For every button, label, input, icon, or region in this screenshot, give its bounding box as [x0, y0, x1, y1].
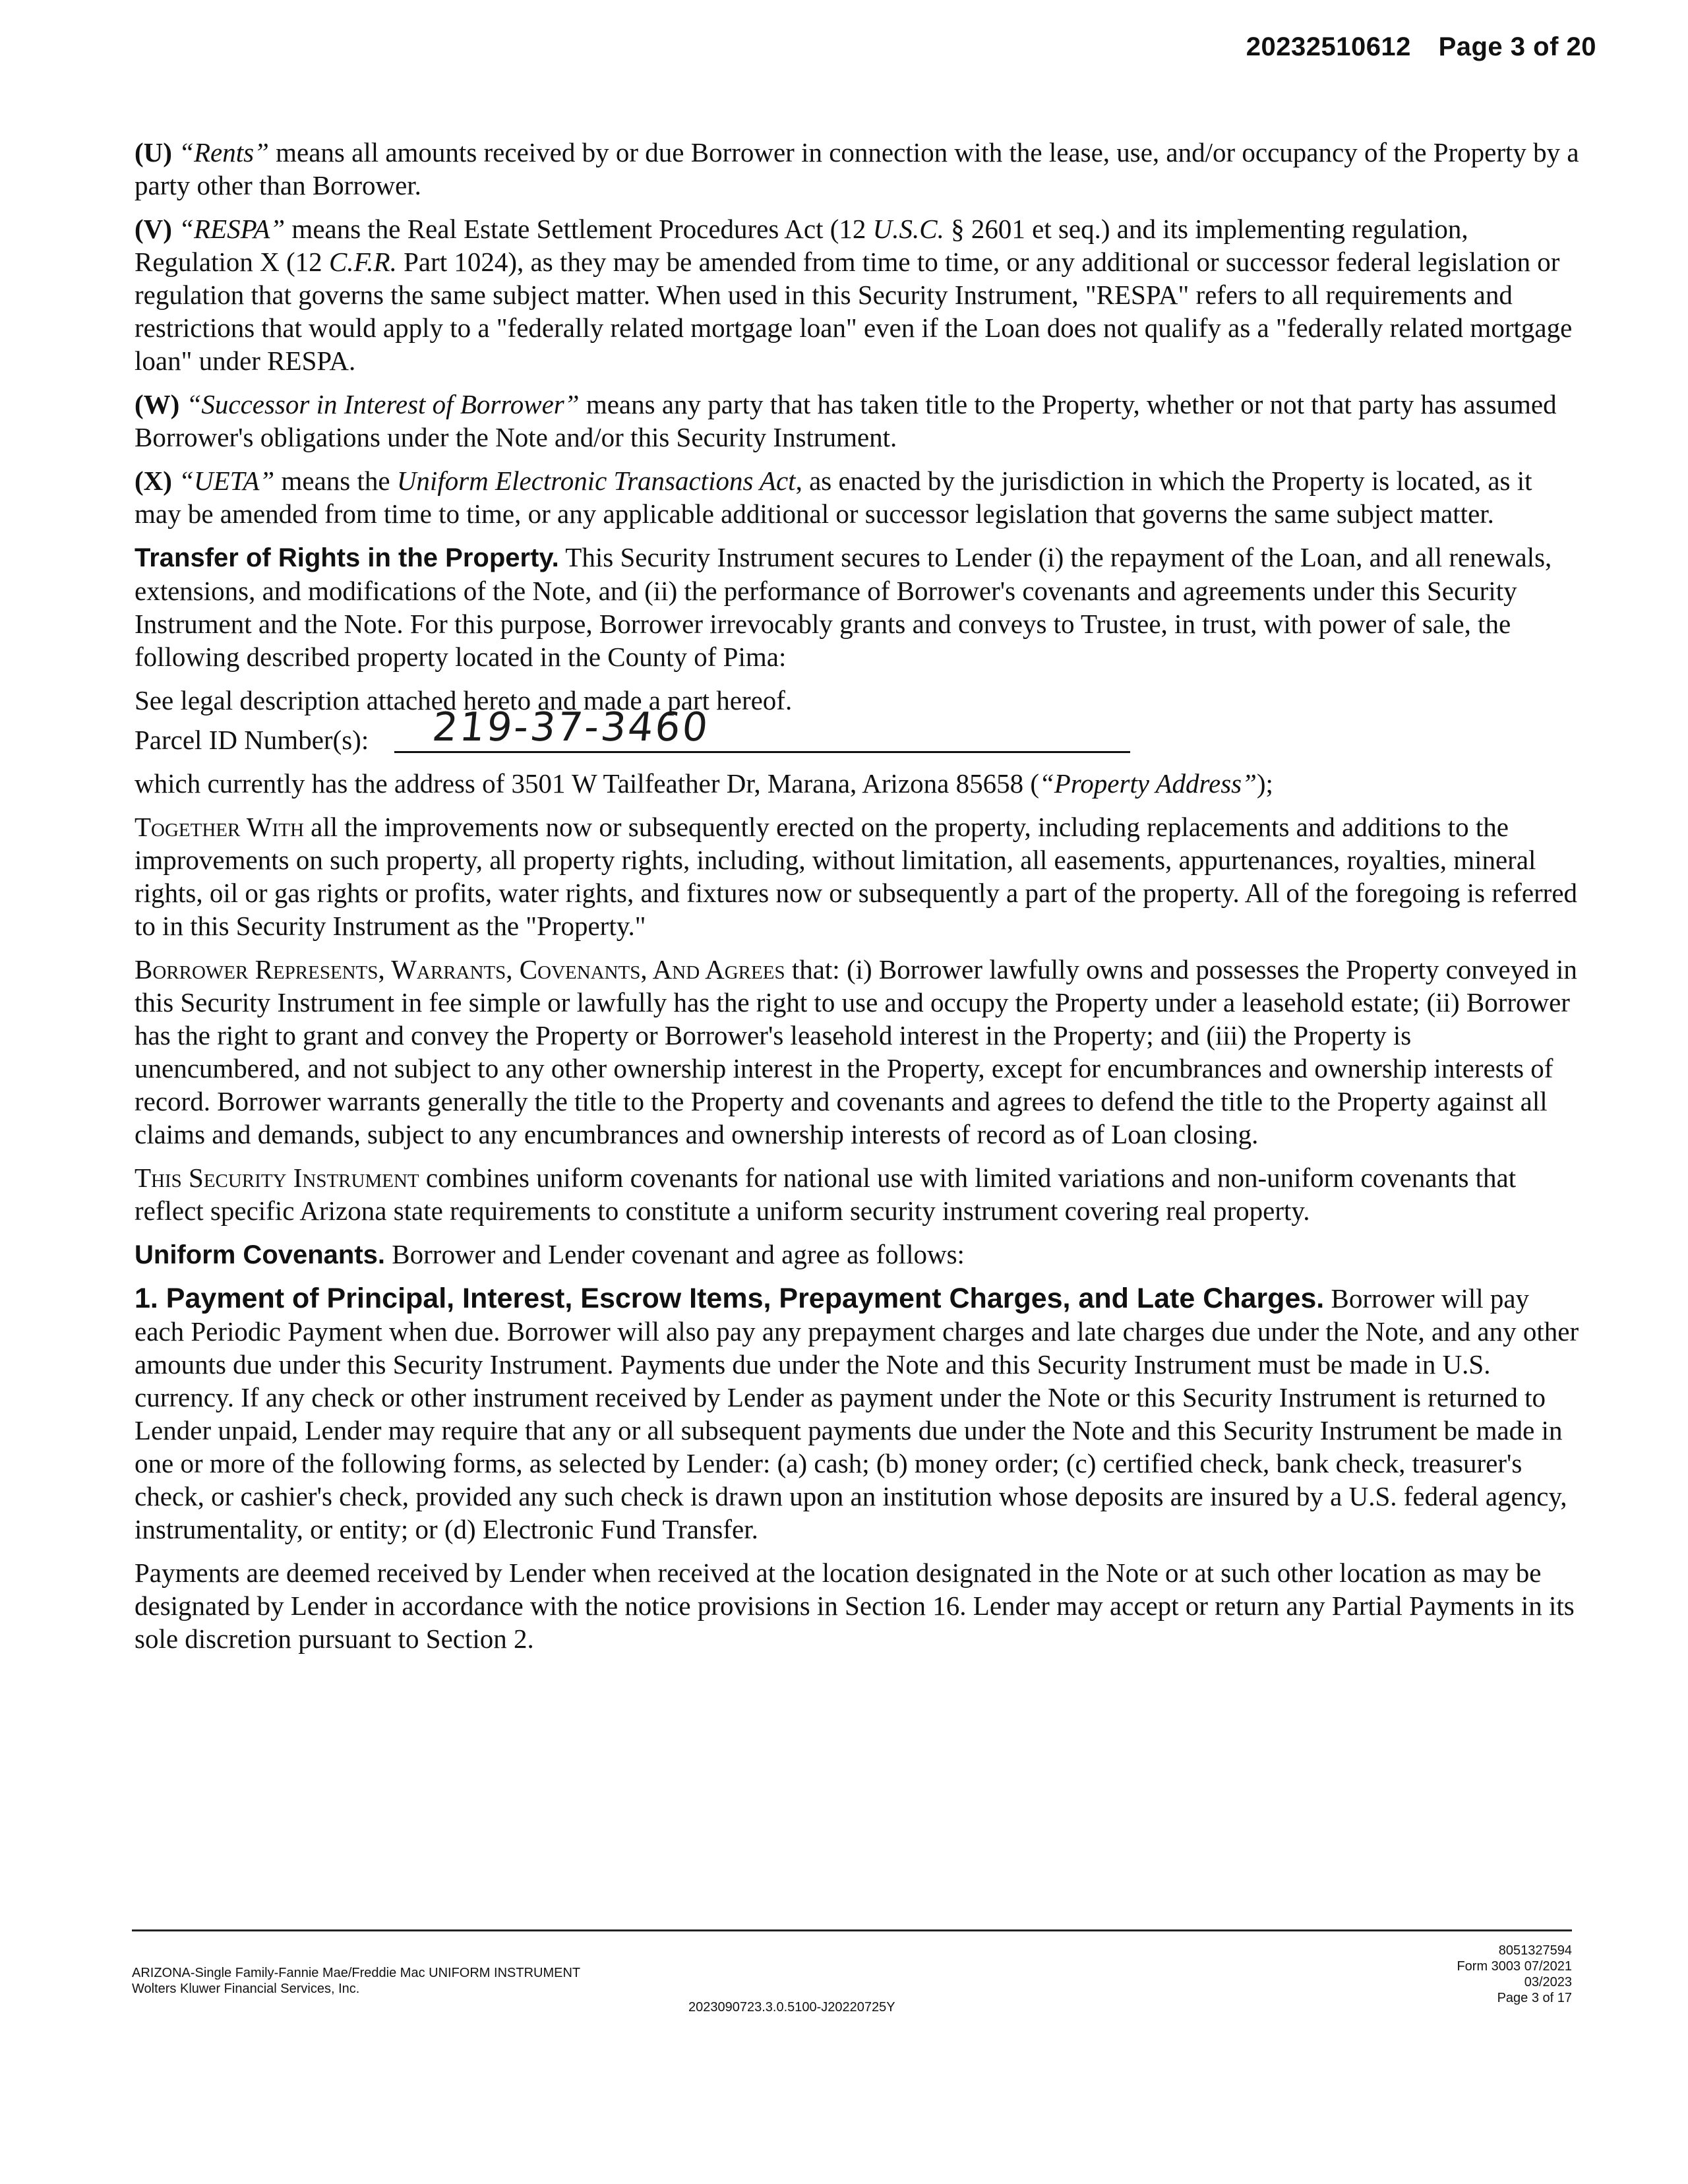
footer-left — [132, 1965, 580, 1997]
footer-form-number: Form 3003 07/2021 — [1457, 1959, 1572, 1974]
section-1-text: Borrower will pay each Periodic Payment when due. Borrower will also pay any prepayment charges and late charges due under the Note, and any other amounts due under this Security Instrument. Payments due under the Note and this Security Instrument must be made in U.S. currency. If any check or other instrument received by Lender as payment under the Note or this Security Instrument is returned to Lender unpaid, Lender may require that any or all subsequent payments due under the Note and this Security Instrument be made in one or more of the following forms, as selected by Lender: (a) cash; (b) money order; (c) certified check, bank check, treasurer's check, or cashier's check, provided any such check is drawn upon an institution whose deposits are insured by a U.S. federal agency, instrumentality, or entity; or (d) Electronic Fund Transfer. — [135, 1283, 1579, 1544]
definition-term: “UETA” — [179, 466, 275, 496]
footer-center — [688, 1999, 895, 2015]
definition-text: means any party that has taken title to the Property, whether or not that party has assumed Borrower's obligations under the Note and/or this Security Instrument. — [135, 389, 1557, 452]
uniform-covenants-text: Borrower and Lender covenant and agree as follows: — [385, 1239, 965, 1269]
uniform-covenants-heading: Uniform Covenants. — [135, 1240, 386, 1269]
definition-ueta — [135, 464, 1582, 530]
definition-text: , as enacted by the jurisdiction in which the Property is located, as it may be amended from time to time, or any applicable additional or successor legislation that governs the same subject matter. — [135, 466, 1532, 529]
footer-divider — [132, 1929, 1572, 1931]
together-with-text: all the improvements now or subsequently erected on the property, including replacements and additions to the improvements on such property, all property rights, including, without limitation, all easements, appurtenances, royalties, mineral rights, oil or gas rights or profits, water rights, and fixtures now or subsequently a part of the property. All of the foregoing is referred to in this Security Instrument as the "Property." — [135, 812, 1578, 941]
definition-text: means the — [274, 466, 397, 496]
definition-text: means all amounts received by or due Borrower in connection with the lease, use, and/or occupancy of the Property by a party other than Borrower. — [135, 137, 1579, 200]
transfer-heading: Transfer of Rights in the Property. — [135, 543, 559, 572]
legal-description: See legal description attached hereto and made a part hereof. — [135, 685, 793, 715]
definition-successor — [135, 388, 1582, 454]
definition-term: “RESPA” — [179, 214, 286, 244]
this-security-instrument-paragraph — [135, 1161, 1582, 1227]
footer-date: 03/2023 — [1524, 1975, 1572, 1989]
parcel-id-blank — [394, 704, 1130, 753]
section-1-paragraph — [135, 1282, 1582, 1546]
section-1-heading: 1. Payment of Principal, Interest, Escrow Items, Prepayment Charges, and Late Charges. — [135, 1283, 1325, 1314]
footer-loan-number: 8051327594 — [1498, 1943, 1572, 1958]
this-security-instrument-text: combines uniform covenants for national use with limited variations and non-uniform covenants that reflect specific Arizona state requirements to constitute a uniform security instrument covering real property. — [135, 1163, 1517, 1226]
definition-rents — [135, 136, 1582, 202]
transfer-of-rights-paragraph — [135, 541, 1582, 673]
this-security-instrument-lead: This Security Instrument — [135, 1163, 419, 1193]
definition-respa — [135, 212, 1582, 377]
cfr-citation: C.F.R. — [328, 247, 397, 277]
document-body — [135, 136, 1582, 1666]
parcel-id-handwritten: 219-37-3460 — [430, 704, 712, 750]
footer-publisher: Wolters Kluwer Financial Services, Inc. — [132, 1982, 360, 1996]
footer-form-title: ARIZONA-Single Family-Fannie Mae/Freddie Mac UNIFORM INSTRUMENT — [132, 1966, 581, 1980]
usc-citation: U.S.C. — [872, 214, 944, 244]
definition-term: “Rents” — [179, 137, 269, 167]
property-address-paragraph — [135, 767, 1582, 800]
footer-document-id: 2023090723.3.0.5100-J20220725Y — [688, 2000, 895, 2015]
footer-right — [1457, 1943, 1572, 2006]
footer-page-number: Page 3 of 17 — [1497, 1991, 1572, 2005]
together-with-lead: Together With — [135, 812, 304, 842]
definition-letter: (U) — [135, 137, 172, 167]
borrower-represents-paragraph — [135, 953, 1582, 1151]
definition-term: “Successor in Interest of Borrower” — [186, 389, 580, 419]
borrower-represents-lead: Borrower Represents, Warrants, Covenants, And Agrees — [135, 954, 785, 985]
definition-letter: (X) — [135, 466, 172, 496]
address-text: which currently has the address of 3501 W Tailfeather Dr, Marana, Arizona 85658 ( — [135, 768, 1039, 799]
document-number: 20232510612 — [1246, 32, 1411, 61]
act-name: Uniform Electronic Transactions Act — [396, 466, 796, 496]
borrower-represents-text: that: (i) Borrower lawfully owns and possesses the Property conveyed in this Security Instrument in fee simple or lawfully has the right to use and occupy the Property under a leasehold estate; (ii) Borrower has the right to grant and convey the Property or Borrower's leasehold interest in the Property; and (iii) the Property is unencumbered, and not subject to any other ownership interest in the Property, except for encumbrances and ownership interests of record. Borrower warrants generally the title to the Property and covenants and agrees to defend the title to the Property against all claims and demands, subject to any encumbrances and ownership interests of record as of Loan closing. — [135, 954, 1577, 1149]
payments-paragraph: Payments are deemed received by Lender when received at the location designated in the Note or at such other location as may be designated by Lender in accordance with the notice provisions in Section 16. Lender may accept or return any Partial Payments in its sole discretion pursuant to Section 2. — [135, 1558, 1575, 1654]
property-address-term: “Property Address” — [1039, 768, 1257, 799]
definition-letter: (W) — [135, 389, 180, 419]
page-indicator: Page 3 of 20 — [1438, 32, 1596, 61]
uniform-covenants-paragraph — [135, 1238, 1582, 1271]
transfer-text: This Security Instrument secures to Lender (i) the repayment of the Loan, and all renewals, extensions, and modifications of the Note, and (ii) the performance of Borrower's covenants and agreements under this Security Instrument and the Note. For this purpose, Borrower irrevocably grants and conveys to Trustee, in trust, with power of sale, the following described property located in the County of Pima: — [135, 542, 1552, 672]
definition-text: § 2601 et seq.) and its implementing regulation, Regulation X (12 — [135, 214, 1468, 277]
parcel-id-line — [135, 704, 1582, 756]
page-header — [1246, 30, 1596, 63]
together-with-paragraph — [135, 810, 1582, 942]
parcel-id-label: Parcel ID Number(s): — [135, 725, 369, 755]
address-end: ); — [1256, 768, 1273, 799]
definition-text: means the Real Estate Settlement Procedures Act (12 — [285, 214, 873, 244]
definition-text: Part 1024), as they may be amended from time to time, or any additional or successor federal legislation or regulation that governs the same subject matter. When used in this Security Instrument, "RESPA" refers to all requirements and restrictions that would apply to a "federally related mortgage loan" even if the Loan does not qualify as a "federally related mortgage loan" under RESPA. — [135, 247, 1573, 376]
definition-letter: (V) — [135, 214, 172, 244]
